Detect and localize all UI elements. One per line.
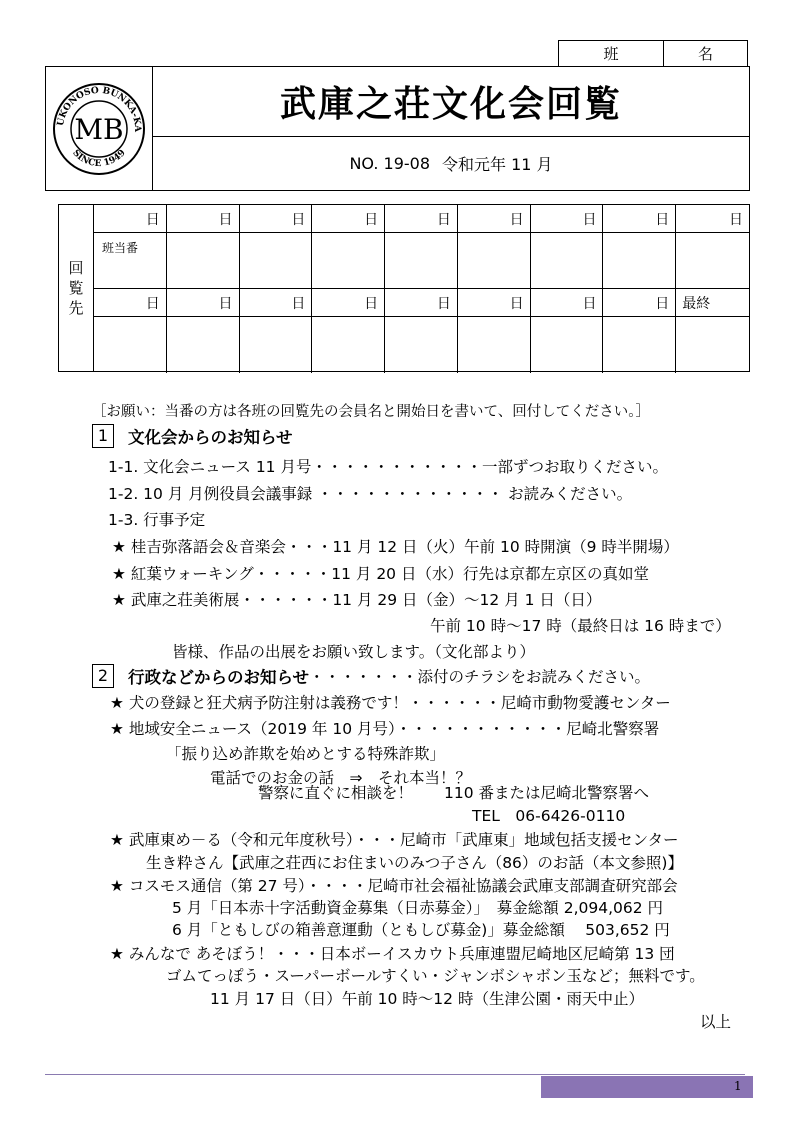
notice-line: 生き粋さん【武庫之荘西にお住まいのみつ子さん（86）のお話（本文参照)】: [146, 854, 683, 872]
class-label: 班: [559, 41, 664, 66]
name-cell[interactable]: [676, 317, 749, 373]
section-1-heading: [92, 424, 293, 448]
notice-line: TEL 06-6426-0110: [472, 807, 626, 825]
day-cell[interactable]: 日: [531, 289, 604, 317]
name-cell[interactable]: [94, 233, 167, 289]
newsletter-header: [45, 66, 750, 191]
issue-date: 令和元年 11 月: [442, 155, 553, 174]
footer-bar: [541, 1076, 753, 1098]
page-title: 武庫之荘文化会回覧: [279, 84, 622, 125]
circulation-side-label: [59, 205, 94, 371]
name-cell[interactable]: [312, 233, 385, 289]
section-number: 2: [92, 664, 114, 688]
class-name-box: [558, 40, 748, 67]
day-cell[interactable]: 日: [458, 289, 531, 317]
notice-line: ★ 犬の登録と狂犬病予防注射は義務です！・・・・・・尼崎市動物愛護センター: [110, 694, 671, 712]
name-cell[interactable]: [240, 233, 313, 289]
day-cell[interactable]: 日: [312, 205, 385, 233]
day-cell[interactable]: 日: [94, 289, 167, 317]
circulation-grid: [94, 205, 749, 371]
side-char: 先: [68, 299, 84, 317]
name-cell[interactable]: [531, 233, 604, 289]
section-suffix: ・・・・・・・添付のチラシをお読みください。: [309, 668, 651, 686]
day-cell[interactable]: 日: [240, 289, 313, 317]
logo-top-text: UKONOSO BUNKA-KA: [56, 85, 143, 133]
day-cell[interactable]: 日: [167, 205, 240, 233]
name-cell[interactable]: [603, 233, 676, 289]
notice-line: 11 月 17 日（日）午前 10 時～12 時（生津公園・雨天中止）: [210, 990, 644, 1008]
item-1-3: 1-3. 行事予定: [108, 511, 206, 529]
day-cell[interactable]: 日: [240, 205, 313, 233]
request-note: ［お願い：当番の方は各班の回覧先の会員名と開始日を書いて、回付してください。］: [92, 404, 650, 420]
item-1-1: 1-1. 文化会ニュース 11 月号・・・・・・・・・・・一部ずつお取りください。: [108, 458, 668, 476]
notice-line: ★ 武庫東め－る（令和元年度秋号）・・・尼崎市「武庫東」地域包括支援センター: [110, 831, 679, 849]
footer-divider: [45, 1074, 745, 1075]
event-rakugo: ★ 桂吉弥落語会＆音楽会・・・11 月 12 日（火）午前 10 時開演（9 時半開場）: [112, 538, 679, 556]
notice-line: 6 月「ともしびの箱善意運動（ともしび募金)」募金総額 503,652 円: [172, 921, 670, 939]
notice-line: ゴムてっぽう・スーパーボールすくい・ジャンボシャボン玉など；無料です。: [166, 967, 705, 985]
notice-line: 電話でのお金の話 ⇒ それ本当！？: [210, 769, 471, 787]
page-number: 1: [734, 1079, 742, 1093]
last-cell[interactable]: 最終: [676, 289, 749, 317]
issue-number: NO. 19-08: [349, 154, 431, 173]
name-cell[interactable]: [676, 233, 749, 289]
day-cell[interactable]: 日: [167, 289, 240, 317]
name-cell[interactable]: [458, 317, 531, 373]
day-cell[interactable]: 日: [385, 289, 458, 317]
name-cell[interactable]: [385, 233, 458, 289]
notice-line: ★ みんなで あそぼう！・・・日本ボーイスカウト兵庫連盟尼崎地区尼崎第 13 団: [110, 945, 675, 963]
day-cell[interactable]: 日: [531, 205, 604, 233]
name-cell[interactable]: [531, 317, 604, 373]
day-cell[interactable]: 日: [94, 205, 167, 233]
notice-line: 5 月「日本赤十字活動資金募集（日赤募金）」 募金総額 2,094,062 円: [172, 899, 664, 917]
name-cell[interactable]: [385, 317, 458, 373]
day-cell[interactable]: 日: [458, 205, 531, 233]
name-cell[interactable]: [167, 233, 240, 289]
name-cell[interactable]: [458, 233, 531, 289]
logo-center: MB: [74, 113, 124, 146]
name-cell[interactable]: [167, 317, 240, 373]
closing-text: 以上: [700, 1013, 732, 1031]
event-art-time: 午前 10 時～17 時（最終日は 16 時まで）: [430, 617, 731, 635]
section-2-heading: [92, 664, 650, 688]
mb-logo: [46, 67, 151, 190]
notice-line: 警察に直ぐに相談を！ 110 番または尼崎北警察署へ: [258, 784, 650, 802]
event-art: ★ 武庫之荘美術展・・・・・・11 月 29 日（金）～12 月 1 日（日）: [112, 591, 602, 609]
issue-cell: [153, 137, 749, 190]
section-number: 1: [92, 424, 114, 448]
circulation-table: [58, 204, 750, 372]
name-cell[interactable]: [312, 317, 385, 373]
svg-text:SINCE 1949: [70, 148, 128, 169]
name-cell[interactable]: [603, 317, 676, 373]
title-cell: [153, 67, 749, 137]
duty-label: 班当番: [102, 241, 139, 255]
day-cell[interactable]: 日: [312, 289, 385, 317]
logo-bottom-text: SINCE 1949: [70, 148, 128, 170]
event-walking: ★ 紅葉ウォーキング・・・・・11 月 20 日（水）行先は京都左京区の真如堂: [112, 565, 649, 583]
day-cell[interactable]: 日: [603, 205, 676, 233]
name-label: 名: [697, 45, 713, 63]
day-cell[interactable]: 日: [603, 289, 676, 317]
section-title: 文化会からのお知らせ: [128, 428, 293, 447]
item-1-2: 1-2. 10 月 月例役員会議事録 ・・・・・・・・・・・・ お読みください。: [108, 485, 633, 503]
notice-line: ★ コスモス通信（第 27 号）・・・・尼崎市社会福祉協議会武庫支部調査研究部会: [110, 877, 678, 895]
name-cell[interactable]: [240, 317, 313, 373]
art-note: 皆様、作品の出展をお願い致します。（文化部より）: [172, 643, 536, 661]
day-cell[interactable]: 日: [385, 205, 458, 233]
notice-line: 「振り込め詐欺を始めとする特殊詐欺」: [166, 745, 446, 763]
logo-cell: [46, 67, 153, 190]
section-title: 行政などからのお知らせ: [128, 668, 310, 687]
side-char: 回: [68, 259, 84, 277]
name-cell[interactable]: [94, 317, 167, 373]
notice-line: ★ 地域安全ニュース（2019 年 10 月号）・・・・・・・・・・・尼崎北警察署: [110, 720, 660, 738]
side-char: 覧: [68, 279, 84, 297]
day-cell[interactable]: 日: [676, 205, 749, 233]
